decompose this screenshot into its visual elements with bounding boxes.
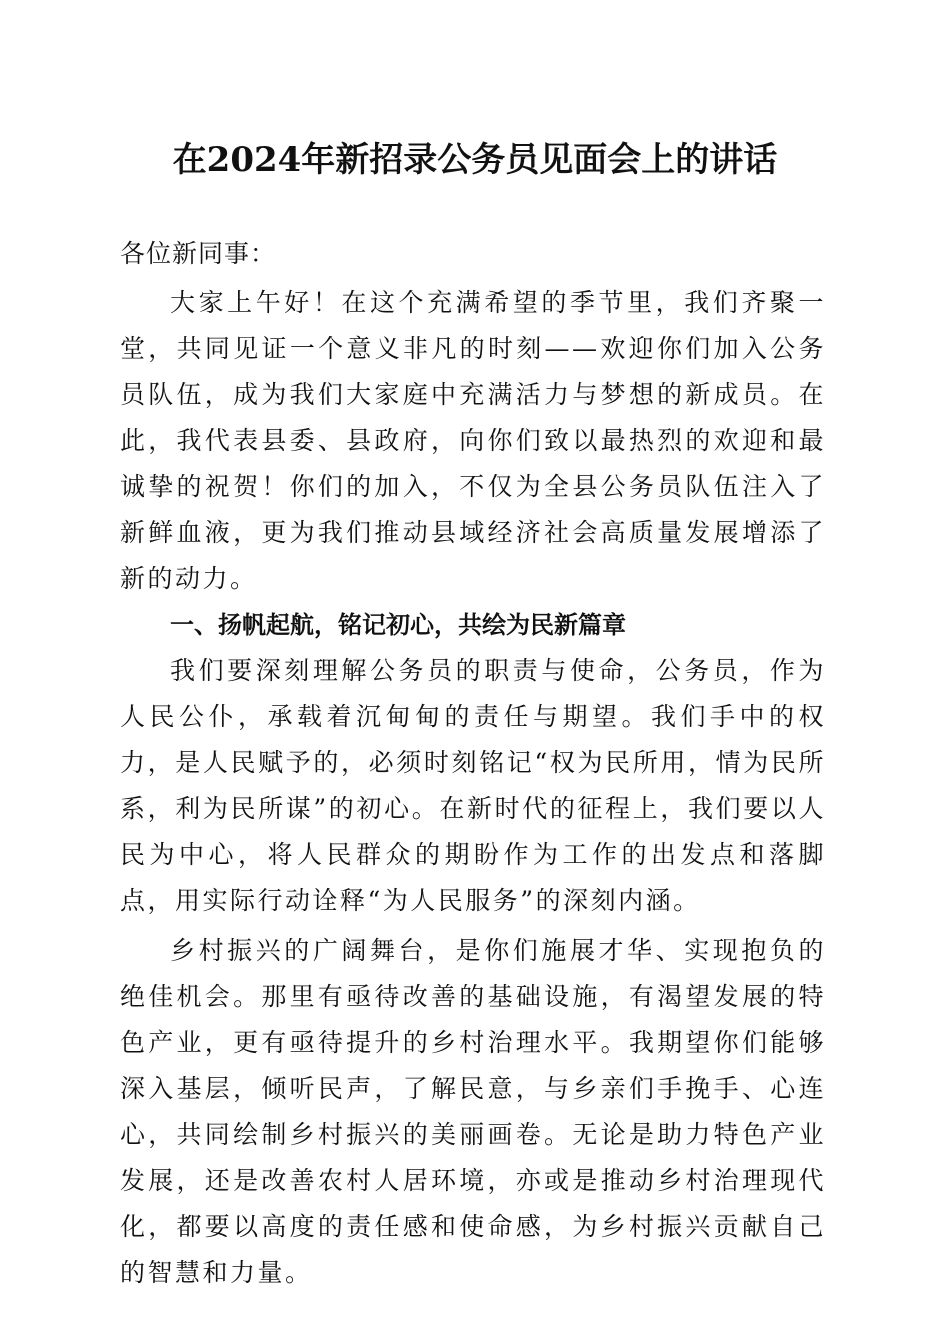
- paragraph-intro: 大家上午好！在这个充满希望的季节里，我们齐聚一堂，共同见证一个意义非凡的时刻——欢迎你们加入公务员队伍，成为我们大家庭中充满活力与梦想的新成员。在此，我代表县委、县政府，向你们致以最热烈的欢迎和最诚挚的祝贺！你们的加入，不仅为全县公务员队伍注入了新鲜血液，更为我们推动县域经济社会高质量发展增添了新的动力。: [120, 288, 826, 593]
- document-title: 在2024年新招录公务员见面会上的讲话: [172, 140, 778, 180]
- document-body: [120, 232, 826, 1296]
- salutation: 各位新同事：: [120, 239, 277, 268]
- paragraph-section-1-a: 我们要深刻理解公务员的职责与使命，公务员，作为人民公仆，承载着沉甸甸的责任与期望。我们手中的权力，是人民赋予的，必须时刻铭记“权为民所用，情为民所系，利为民所谋”的初心。在新时代的征程上，我们要以人民为中心，将人民群众的期盼作为工作的出发点和落脚点，用实际行动诠释“为人民服务”的深刻内涵。: [120, 656, 826, 915]
- paragraph-section-1-b: 乡村振兴的广阔舞台，是你们施展才华、实现抱负的绝佳机会。那里有亟待改善的基础设施，有渴望发展的特色产业，更有亟待提升的乡村治理水平。我期望你们能够深入基层，倾听民声，了解民意，与乡亲们手挽手、心连心，共同绘制乡村振兴的美丽画卷。无论是助力特色产业发展，还是改善农村人居环境，亦或是推动乡村治理现代化，都要以高度的责任感和使命感，为乡村振兴贡献自己的智慧和力量。: [120, 936, 826, 1287]
- section-heading-1: 一、扬帆起航，铭记初心，共绘为民新篇章: [170, 611, 626, 639]
